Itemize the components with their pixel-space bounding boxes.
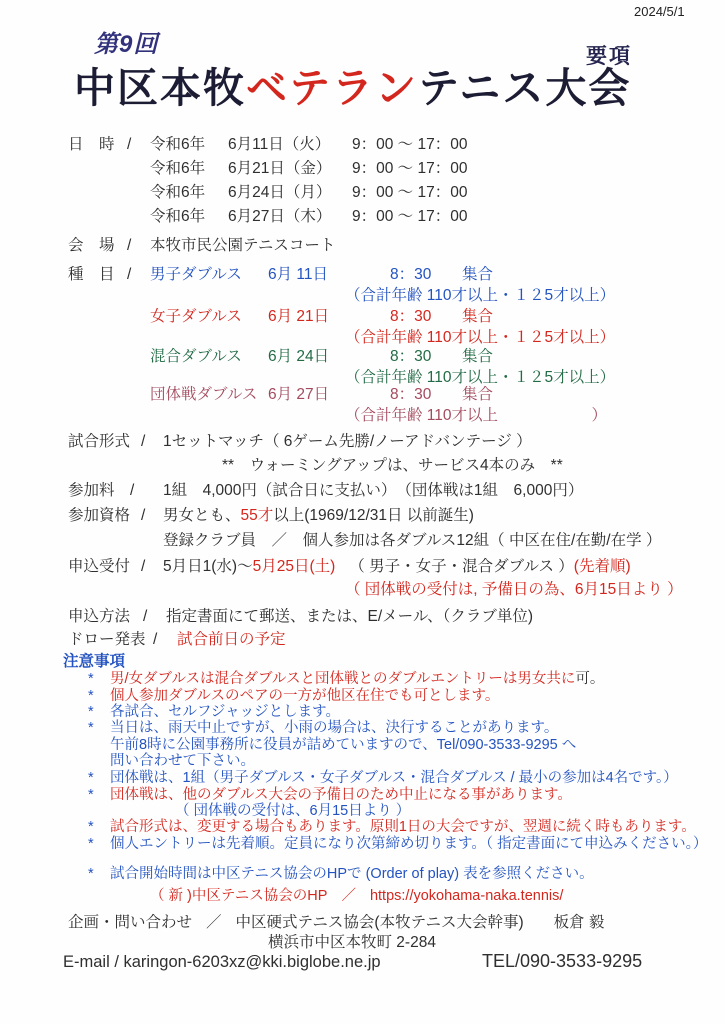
application-first-come: (先着順) [573, 558, 631, 575]
application-line1 [163, 557, 631, 576]
application-separator: / [141, 558, 146, 575]
schedule-time: 9：00 ～ 17：00 [352, 160, 468, 177]
draw-value: 試合前日の予定 [177, 631, 286, 648]
fee-label: 参加料 [68, 482, 115, 499]
event-time: 8：30 [390, 348, 432, 365]
youkou-label: 要項 [586, 45, 632, 68]
contact-tel: TEL/090-3533-9295 [482, 951, 643, 971]
event-age-note: （合計年齢 110才以上・１２5才以上） [345, 329, 616, 346]
event-name: 男子ダブルス [150, 266, 242, 283]
event-gather: 集合 [462, 308, 494, 325]
note-bullet: * [88, 720, 94, 736]
schedule-row [150, 183, 467, 202]
hp-new-label: （ 新 )中区テニス協会のHP [150, 888, 328, 904]
title-segment-black1: 中区本牧 [74, 65, 246, 111]
format-separator: / [141, 433, 146, 450]
note-1-black-text: 可。 [575, 671, 605, 687]
event-name: 混合ダブルス [150, 348, 242, 365]
title-segment-red: ベテラン [246, 65, 418, 111]
venue-separator: / [127, 237, 132, 254]
note-line-9 [88, 865, 594, 883]
event-age-note: （合計年齢 110才以上・１２5才以上） [345, 369, 616, 386]
note-line-7 [88, 818, 696, 836]
format-warmup-note: ** ウォーミングアップは、サービス4本のみ ** [222, 457, 563, 474]
note-line-5 [88, 769, 678, 787]
eligibility-label: 参加資格 [68, 507, 131, 524]
note-2-text: 個人参加ダブルスのペアの一方が他区在住でも可とします。 [110, 688, 500, 704]
note-line-4 [88, 719, 558, 737]
note-bullet: * [88, 787, 94, 803]
note-bullet: * [88, 688, 94, 704]
event-row-team [150, 385, 493, 404]
contact-email: E-mail / karingon-6203xz@kki.biglobe.ne.jp [63, 953, 381, 971]
note-6b-text: （ 団体戦の受付は、6月15日より ） [175, 803, 411, 819]
application-label: 申込受付 [68, 558, 131, 575]
schedule-era: 令和6年 [150, 136, 206, 153]
note-bullet: * [88, 866, 94, 882]
application-period-end: 5月25日(土) [252, 558, 336, 575]
event-date: 6月 24日 [268, 348, 330, 365]
note-3-text: 各試合、セルフジャッジとします。 [110, 704, 340, 720]
fee-value: 1組 4,000円（試合日に支払い） （団体戦は1組 6,000円） [163, 482, 584, 499]
note-4c-text: 問い合わせて下さい。 [110, 753, 255, 769]
schedule-date: 6月24日（月） [228, 184, 332, 201]
draw-separator: / [153, 631, 158, 648]
contact-org: 中区硬式テニス協会(本牧テニス大会幹事) [235, 914, 524, 931]
note-4a-text: 当日は、雨天中止ですが、小雨の場合は、決行することがあります。 [110, 720, 559, 736]
format-label: 試合形式 [68, 433, 131, 450]
event-name: 女子ダブルス [150, 308, 242, 325]
schedule-era: 令和6年 [150, 184, 206, 201]
schedule-era: 令和6年 [150, 208, 206, 225]
method-separator: / [143, 608, 148, 625]
venue-value: 本牧市民公園テニスコート [150, 237, 336, 254]
schedule-row [150, 135, 467, 154]
event-row-womens [150, 307, 493, 326]
event-date: 6月 11日 [268, 266, 329, 283]
note-6-text: 団体戦は、他のダブルス大会の予備日のため中止になる事があります。 [110, 787, 572, 803]
note-bullet: * [88, 671, 94, 687]
eligibility-line2: 登録クラブ員 ／ 個人参加は各ダブルス12組（ 中区在住/在勤/在学 ） [163, 532, 662, 549]
note-7-text: 試合形式は、変更する場合もあります。原則1日の大会ですが、翌週に続く時もあります。 [110, 819, 696, 835]
contact-separator: ／ [206, 914, 222, 931]
event-gather: 集合 [462, 386, 494, 403]
event-age-note-close: ） [591, 407, 607, 424]
eligibility-age: 55才 [240, 507, 274, 524]
method-value: 指定書面にて郵送、または、E/メール、（クラブ単位) [166, 608, 534, 625]
event-age-note [345, 406, 607, 425]
event-gather: 集合 [462, 348, 494, 365]
schedule-date: 6月27日（木） [228, 208, 332, 225]
fee-separator: / [130, 482, 135, 499]
note-bullet: * [88, 704, 94, 720]
event-row-mens [150, 265, 493, 284]
note-5-text: 団体戦は、1組（男子ダブルス・女子ダブルス・混合ダブルス / 最小の参加は4名です。） [110, 770, 678, 786]
note-bullet: * [88, 770, 94, 786]
schedule-row [150, 207, 467, 226]
eligibility-post: 以上(1969/12/31日 以前誕生) [273, 507, 474, 524]
event-date: 6月 21日 [268, 308, 330, 325]
note-line-10 [150, 887, 563, 905]
note-bullet: * [88, 836, 94, 852]
schedule-time: 9：00 ～ 17：00 [352, 208, 468, 225]
draw-label: ドロー発表 [68, 631, 146, 648]
schedule-time: 9：00 ～ 17：00 [352, 136, 468, 153]
tournament-title [74, 63, 631, 114]
eligibility-line1 [163, 506, 474, 525]
notes-heading: 注意事項 [63, 653, 126, 670]
note-1-red-text: 男/女ダブルスは混合ダブルスと団体戦とのダブルエントリーは男女共に [110, 671, 576, 687]
contact-label: 企画・問い合わせ [68, 914, 193, 931]
edition-label: 第9回 [94, 31, 159, 58]
method-label: 申込方法 [68, 608, 131, 625]
eligibility-separator: / [141, 507, 146, 524]
note-line-8 [88, 835, 707, 853]
note-8-text: 個人エントリーは先着順。定員になり次第締め切ります。（ 指定書面にて申込みください。） [110, 836, 708, 852]
event-date: 6月 27日 [268, 386, 330, 403]
title-segment-black2: テニス大会 [418, 65, 632, 111]
event-age-note: （合計年齢 110才以上・１２5才以上） [345, 287, 616, 304]
schedule-time: 9：00 ～ 17：00 [352, 184, 468, 201]
contact-address: 横浜市中区本牧町 2-284 [268, 934, 436, 951]
note-bullet: * [88, 819, 94, 835]
event-time: 8：30 [390, 266, 432, 283]
contact-line [68, 913, 604, 932]
events-label: 種 目 [68, 266, 115, 283]
application-categories: （ 男子・女子・混合ダブルス ） [349, 558, 574, 575]
event-time: 8：30 [390, 308, 432, 325]
format-value: 1セットマッチ（ 6ゲーム先勝/ノーアドバンテージ ） [163, 433, 532, 450]
schedule-label: 日 時 [68, 136, 115, 153]
venue-label: 会 場 [68, 237, 115, 254]
eligibility-pre: 男女とも、 [163, 507, 241, 524]
schedule-era: 令和6年 [150, 160, 206, 177]
schedule-separator: / [127, 136, 132, 153]
note-line-1 [88, 670, 604, 688]
event-time: 8：30 [390, 386, 432, 403]
schedule-row [150, 159, 467, 178]
event-row-mixed [150, 347, 493, 366]
schedule-date: 6月21日（金） [228, 160, 332, 177]
hp-separator: ／ [341, 888, 356, 904]
event-name: 団体戦ダブルス [150, 386, 258, 403]
application-team-note: （ 団体戦の受付は, 予備日の為、6月15日より ） [345, 581, 683, 598]
note-4b-text: 午前8時に公園事務所に役員が詰めていますので、Tel/090-3533-9295 へ [110, 737, 577, 753]
event-gather: 集合 [462, 266, 494, 283]
hp-url: https://yokohama-naka.tennis/ [369, 888, 564, 904]
scan-date: 2024/5/1 [634, 4, 685, 19]
events-separator: / [127, 266, 132, 283]
application-period-start: 5月日1(水)～ [163, 558, 253, 575]
contact-person: 板倉 毅 [553, 914, 605, 931]
schedule-date: 6月11日（火） [228, 136, 331, 153]
event-age-note-open: （合計年齢 110才以上 [345, 407, 499, 424]
note-9-text: 試合開始時間は中区テニス協会のHPで (Order of play) 表を参照ください。 [110, 866, 594, 882]
